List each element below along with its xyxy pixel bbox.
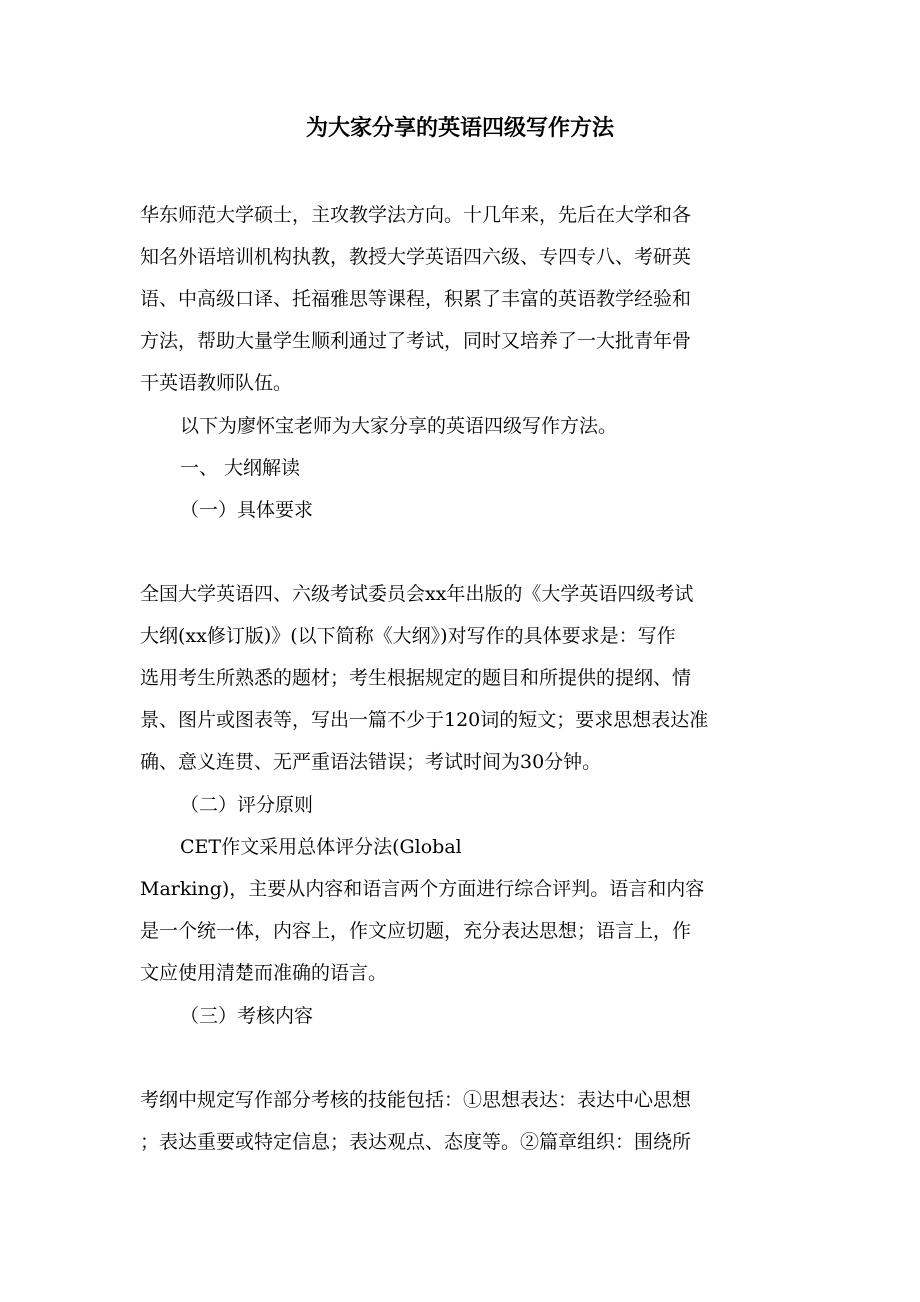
text-line: 是一个统一体，内容上，作文应切题，充分表达思想；语言上，作 [140,920,692,942]
subheading-1: （一）具体要求 [180,499,314,521]
text-line: 语、中高级口译、托福雅思等课程，积累了丰富的英语教学经验和 [140,288,692,310]
text-line: 考纲中规定写作部分考核的技能包括：①思想表达：表达中心思想 [140,1089,692,1111]
text-line: 确、意义连贯、无严重语法错误；考试时间为30分钟。 [140,751,602,773]
text-line: 大纲(xx修订版)》(以下简称《大纲》)对写作的具体要求是：写作 [140,625,676,647]
text-line: CET作文采用总体评分法(Global [180,836,462,858]
subheading-3: （三）考核内容 [180,1005,314,1027]
text-line: ；表达重要或特定信息；表达观点、态度等。②篇章组织：围绕所 [140,1131,692,1153]
lead-sentence: 以下为廖怀宝老师为大家分享的英语四级写作方法。 [180,415,618,437]
text-line: Marking)，主要从内容和语言两个方面进行综合评判。语言和内容 [140,878,705,900]
section-heading-1: 一、 大纲解读 [180,457,301,479]
requirements-paragraph [140,573,780,783]
intro-paragraph [140,194,780,404]
content-paragraph [140,1079,780,1163]
document-title: 为大家分享的英语四级写作方法 [305,115,614,141]
text-line: 方法，帮助大量学生顺利通过了考试，同时又培养了一大批青年骨 [140,330,692,352]
scoring-paragraph [140,826,780,994]
text-line: 知名外语培训机构执教，教授大学英语四六级、专四专八、考研英 [140,246,692,268]
text-line: 全国大学英语四、六级考试委员会xx年出版的《大学英语四级考试 [140,583,694,605]
text-line: 文应使用清楚而准确的语言。 [140,962,388,984]
text-line: 选用考生所熟悉的题材；考生根据规定的题目和所提供的提纲、情 [140,667,692,689]
subheading-2: （二）评分原则 [180,794,314,816]
text-line: 华东师范大学硕士，主攻教学法方向。十几年来，先后在大学和各 [140,204,692,226]
text-line: 干英语教师队伍。 [140,372,293,394]
text-line: 景、图片或图表等，写出一篇不少于120词的短文；要求思想表达准 [140,709,709,731]
